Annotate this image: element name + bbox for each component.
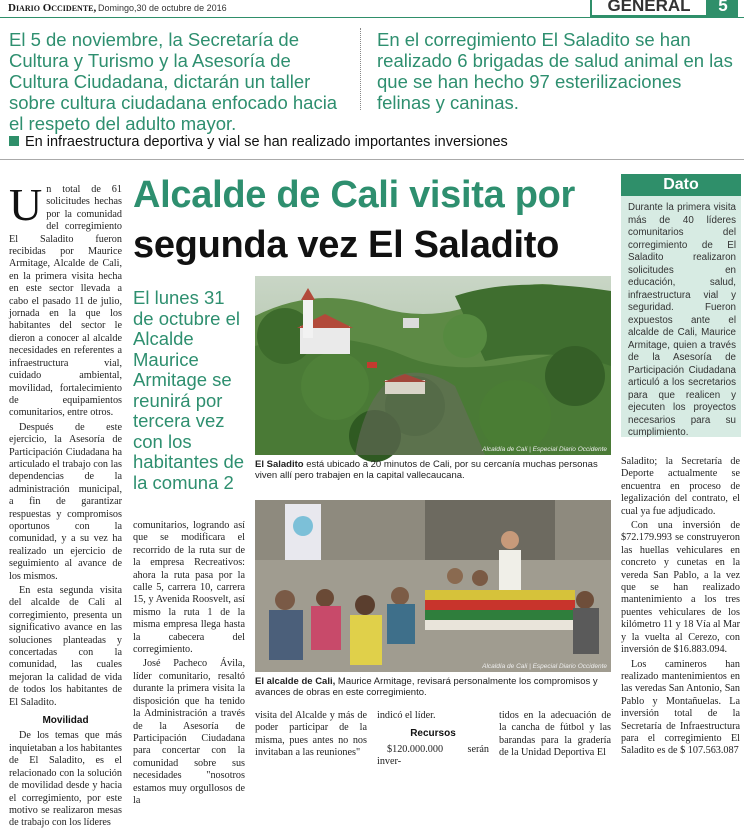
masthead [0, 0, 744, 18]
photo-credit: Alcaldía de Cali | Especial Diario Occidente [482, 446, 607, 453]
article-column-5 [499, 710, 611, 762]
dato-sidebar [621, 174, 741, 437]
article-paragraph: Los camineros han realizado mantenimientos en las veredas San Antonio, San Pablo y Montañuelas. La inversión total de la Secretaría de Infraestructura para el corregimiento El Saladito es de $ 107.563.087 [621, 658, 740, 757]
article-lead: El lunes 31 de octubre el Alcalde Maurice Armitage se reunirá por tercera vez con los habitantes de la comuna 2 [133, 287, 245, 493]
section-rule [0, 159, 744, 160]
article-column-3 [255, 710, 367, 762]
caption-text: Maurice Armitage, revisará personalmente los compromisos y avances de obras en este corregimiento. [255, 676, 598, 698]
photo-caption-2 [255, 676, 611, 698]
landscape-image [255, 276, 611, 455]
article-paragraph: tidos en la adecuación de la cancha de fútbol y las barandas para la gradería de la Unidad Deportiva El [499, 710, 611, 759]
subhead-movilidad: Movilidad [42, 715, 89, 727]
article-paragraph: $120.000.000 serán inver- [377, 743, 489, 768]
article-paragraph [9, 179, 122, 420]
kicker [9, 134, 508, 150]
photo-caption-1 [255, 459, 611, 481]
dato-title: Dato [621, 174, 741, 196]
article-paragraph: Después de este ejercicio, la Asesoría de Participación Ciudadana ha articulado el trabajo con las dependencias de la administración municipal, a fin de garantizar respuestas y compromisos oportunos con la comunidad, y a su vez ha realizado un ejercicio de seguimiento al avance de los mismos. [9, 421, 122, 582]
article-paragraph: En esta segunda visita del alcalde de Cali al corregimiento, presenta un significativo avance en las soluciones planteadas y concertadas con la comunidad, las cuales mejoran la calidad de vida de todos los habitantes de El Saladito. [9, 585, 122, 708]
issue-date: Domingo,30 de octubre de 2016 [98, 3, 227, 13]
article-paragraph: De los temas que más inquietaban a los habitantes de El Saladito, es el relacionado con la solución de movilidad desde y hacia el corregimiento, por este motivo se realizaron mesas de trabajo con los líderes [9, 730, 122, 829]
kicker-text: En infraestructura deportiva y vial se han realizado importantes inversiones [25, 134, 508, 150]
article-paragraph: indicó el líder. [377, 710, 436, 721]
photo-el-saladito-landscape [255, 276, 611, 455]
dropcap: U [9, 179, 43, 230]
article-paragraph: José Pacheco Ávila, líder comunitario, resaltó durante la primera visita la disposición que ha tenido la Administración a través de la Asesoría de Participación Ciudadana para concertar con la comunidad sobre sus necesidades "nosotros estamos muy orgullosos de la [133, 658, 245, 806]
subhead-recursos: Recursos [410, 728, 456, 740]
meeting-image [255, 500, 611, 672]
article-paragraph: visita del Alcalde y más de poder participar de la misma, pues antes no nos invitaban a las reuniones" [255, 710, 367, 759]
paragraph-text: n total de 61 solicitudes hechas por la comunidad del corregimiento El Saladito fueron recibidas por Maurice Armitage, Alcalde de Cali, en la primera visita hecha en este sector llevada a cabo el pasado 11 de julio, jornada en la que los habitantes del sector le dieron a conocer al alcalde necesidades en referentes a infraestructura vial, cuidado ambiental, movilidad, fortalecimiento de equipamientos comunitarios, entre otros. [9, 184, 122, 419]
section-label: GENERAL [590, 0, 708, 17]
headline [133, 170, 613, 270]
brief-salud-animal: En el corregimiento El Saladito se han realizado 6 brigadas de salud animal en las que se han hecho 97 esterilizaciones felinas y caninas. [377, 29, 733, 113]
caption-bold: El alcalde de Cali, [255, 676, 336, 687]
kicker-square-icon [9, 136, 19, 146]
article-column-6 [621, 456, 740, 760]
newspaper-brand: Diario Occidente, [8, 2, 97, 14]
photo-credit: Alcaldía de Cali | Especial Diario Occidente [482, 663, 607, 670]
brief-cultura-ciudadana: El 5 de noviembre, la Secretaría de Cultura y Turismo y la Asesoría de Cultura Ciudadana, dictarán un taller sobre cultura ciudadana enfocado hacia el respeto del adulto mayor. [9, 29, 338, 134]
headline-line-2: segunda vez El Saladito [133, 224, 559, 266]
brief-divider [360, 28, 361, 110]
article-paragraph: Saladito; la Secretaría de Deporte actualmente se encuentra en proceso de legalización del contrato, el cual ya fue adjudicado. [621, 456, 740, 517]
article-column-1 [9, 179, 122, 832]
dato-text: Durante la primera visita más de 40 líderes comunitarios del corregimiento de El Saladito realizaron solicitudes en educación, salud, infraestructura vial y seguridad. Fueron expuestos ante el alcalde de Cali, Maurice Armitage, quien a través de la Asesoría de Participación Ciudadana articuló a los secretarios para que realicen y ejecuten los proyectos necesarios para su cumplimiento. [628, 202, 736, 438]
headline-line-1: Alcalde de Cali visita por [133, 174, 576, 216]
article-paragraph: Con una inversión de $72.179.993 se construyeron las huellas vehiculares en concreto y cunetas en la vereda San Pablo, a la vez que se han realizado mantenimiento a los tres puentes vehiculares de los kilómetro 11 y 18 Vía al Mar y la vuelta al Cerezo, con inversión de $16.883.094. [621, 520, 740, 656]
caption-bold: El Saladito [255, 459, 304, 470]
page-number: 5 [708, 0, 738, 17]
article-column-2 [133, 520, 245, 809]
article-paragraph: comunitarios, logrando así que se modificara el recorrido de la ruta sur de la empresa Recreativos: ahora la ruta pasa por la calle 5, carrera 10, carrera 15, y Avenida Roosvelt, así mismo la ruta 1 de la misma empresa llega hasta la cabecera del corregimiento. [133, 520, 245, 656]
photo-alcalde-meeting [255, 500, 611, 672]
caption-text: está ubicado a 20 minutos de Cali, por su cercanía muchas personas viven allí pero trabajen en la capital vallecaucana. [255, 459, 598, 481]
article-column-4 [377, 710, 489, 771]
